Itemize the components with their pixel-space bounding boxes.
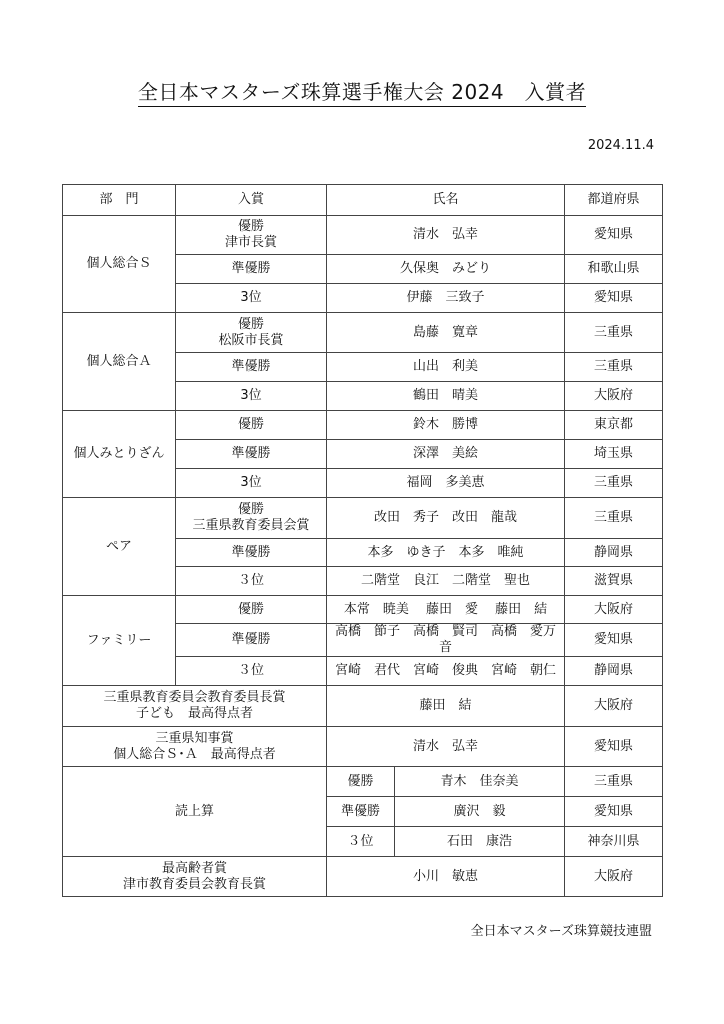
special-award-cell [63,857,327,897]
award-cell [176,313,327,353]
prefecture-cell: 愛知県 [565,797,663,827]
special-award-label: 最高齢者賞 [161,860,227,876]
prefecture-cell: 大阪府 [565,596,663,624]
table-row [63,767,663,797]
prefecture-cell: 愛知県 [565,727,663,767]
award-cell: 3位 [176,284,327,313]
special-award-label: 三重県知事賞 [155,730,234,746]
name-cell: 久保奥 みどり [327,255,565,284]
table-row [63,596,663,624]
name-cell: 伊藤 三致子 [327,284,565,313]
award-sublabel: 三重県教育委員会賞 [192,518,310,533]
table-row [63,216,663,255]
division-cell: 読上算 [63,767,327,857]
prefecture-cell: 三重県 [565,498,663,539]
award-cell: 優勝 [327,767,395,797]
prefecture-cell: 三重県 [565,469,663,498]
name-cell: 鶴田 晴美 [327,382,565,411]
prefecture-cell: 三重県 [565,767,663,797]
name-cell: 廣沢 毅 [395,797,565,827]
name-cell: 改田 秀子 改田 龍哉 [327,498,565,539]
table-row [63,411,663,440]
name-cell: 本常 暁美 藤田 愛 藤田 結 [327,596,565,624]
division-cell: 個人みとりざん [63,411,176,498]
prefecture-cell: 愛知県 [565,624,663,657]
name-cell: 宮崎 君代 宮崎 俊典 宮崎 朝仁 [327,657,565,686]
prefecture-cell: 埼玉県 [565,440,663,469]
award-cell: ３位 [176,657,327,686]
award-cell: 準優勝 [327,797,395,827]
award-cell: ３位 [176,567,327,596]
name-cell: 清水 弘幸 [327,216,565,255]
special-award-cell [63,686,327,727]
award-label: 優勝 [237,219,264,234]
award-label: 優勝 [237,316,264,332]
name-cell: 島藤 寛章 [327,313,565,353]
award-cell: 3位 [176,382,327,411]
header-award: 入賞 [176,185,327,216]
name-cell: 小川 敏恵 [327,857,565,897]
special-award-cell [63,727,327,767]
prefecture-cell: 和歌山県 [565,255,663,284]
header-name: 氏名 [327,185,565,216]
name-cell: 藤田 結 [327,686,565,727]
header-division: 部 門 [63,185,176,216]
award-cell: 優勝 [176,411,327,440]
table-row [63,313,663,353]
header-row [63,185,663,216]
table-row [63,686,663,727]
document-date: 2024.11.4 [587,138,654,153]
award-cell: 準優勝 [176,624,327,657]
award-cell: 準優勝 [176,440,327,469]
results-table [62,184,663,897]
award-sublabel: 津市長賞 [224,235,277,250]
prefecture-cell: 大阪府 [565,686,663,727]
special-award-sublabel: 個人総合Ｓ･Ａ 最高得点者 [113,746,276,762]
division-cell: ペア [63,498,176,596]
award-cell: 準優勝 [176,353,327,382]
division-cell: 個人総合Ａ [63,313,176,411]
name-cell: 清水 弘幸 [327,727,565,767]
name-cell: 深澤 美絵 [327,440,565,469]
award-cell: 準優勝 [176,539,327,567]
header-prefecture: 都道府県 [565,185,663,216]
document-title-wrap [0,76,724,105]
prefecture-cell: 静岡県 [565,657,663,686]
prefecture-cell: 静岡県 [565,539,663,567]
award-cell: 優勝 [176,596,327,624]
special-award-sublabel: 子ども 最高得点者 [135,706,253,721]
special-award-label: 三重県教育委員会教育委員長賞 [103,690,286,705]
name-cell: 鈴木 勝博 [327,411,565,440]
prefecture-cell: 三重県 [565,313,663,353]
prefecture-cell: 神奈川県 [565,827,663,857]
award-label: 優勝 [237,502,264,517]
award-cell: ３位 [327,827,395,857]
award-sublabel: 松阪市長賞 [218,332,284,348]
name-cell: 山出 利美 [327,353,565,382]
table-row [63,498,663,539]
award-cell [176,216,327,255]
name-cell: 本多 ゆき子 本多 唯純 [327,539,565,567]
table-row [63,727,663,767]
prefecture-cell: 愛知県 [565,284,663,313]
name-cell: 福岡 多美恵 [327,469,565,498]
prefecture-cell: 大阪府 [565,382,663,411]
name-cell: 石田 康浩 [395,827,565,857]
name-cell: 青木 佳奈美 [395,767,565,797]
award-cell [176,498,327,539]
organization-name: 全日本マスターズ珠算競技連盟 [470,924,652,939]
award-cell: 準優勝 [176,255,327,284]
division-cell: ファミリー [63,596,176,686]
prefecture-cell: 愛知県 [565,216,663,255]
prefecture-cell: 三重県 [565,353,663,382]
prefecture-cell: 東京都 [565,411,663,440]
name-cell: 二階堂 良江 二階堂 聖也 [327,567,565,596]
prefecture-cell: 大阪府 [565,857,663,897]
document-title: 全日本マスターズ珠算選手権大会 2024 入賞者 [138,80,586,107]
award-cell: 3位 [176,469,327,498]
prefecture-cell: 滋賀県 [565,567,663,596]
table-row [63,857,663,897]
name-cell: 高橋 節子 高橋 賢司 高橋 愛万音 [327,624,565,657]
special-award-sublabel: 津市教育委員会教育長賞 [122,876,266,892]
division-cell: 個人総合Ｓ [63,216,176,313]
